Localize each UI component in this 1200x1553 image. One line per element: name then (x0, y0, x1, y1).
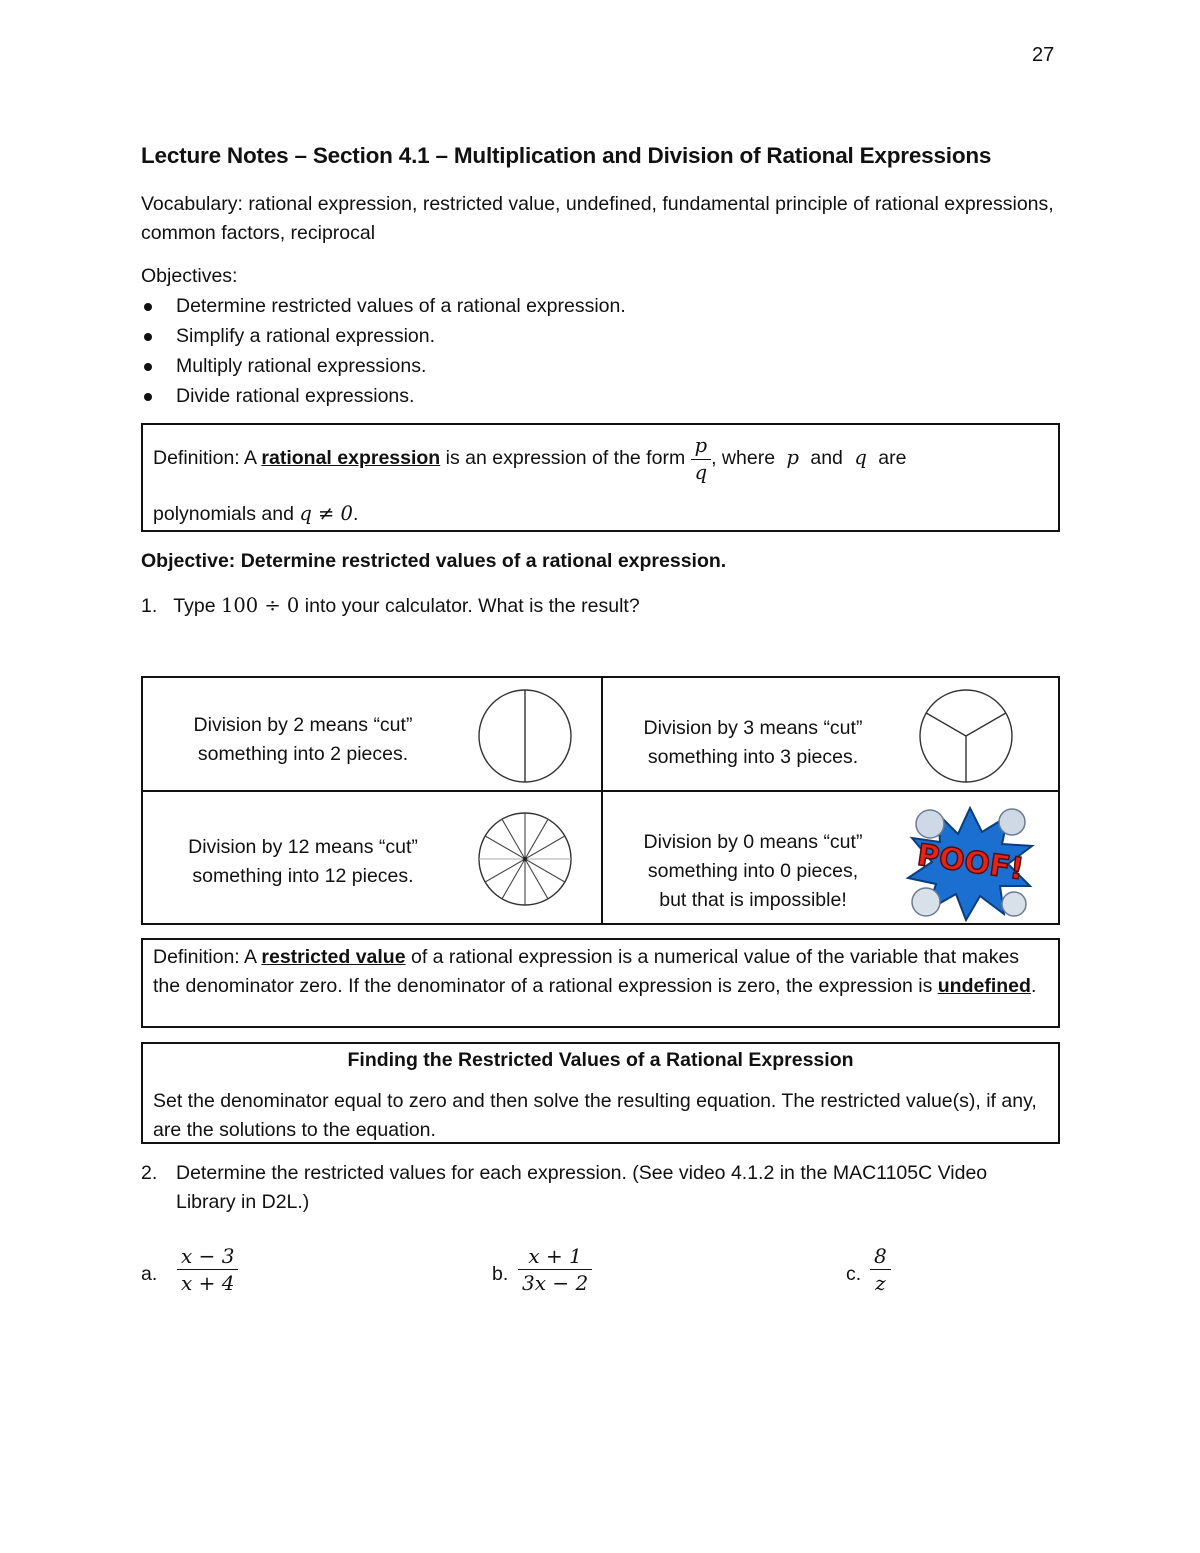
finding-heading: Finding the Restricted Values of a Rational Expression (347, 1049, 854, 1071)
division-cell-0: Division by 0 means “cut” something into 0 pieces, but that is impossible! (643, 831, 863, 911)
objectives-label: Objectives: (141, 265, 238, 287)
question-1: 1. Type 100 ÷ 0 into your calculator. What is the result? (141, 594, 640, 617)
grid-divider-horizontal (143, 790, 1058, 792)
page-title: Lecture Notes – Section 4.1 – Multiplication and Division of Rational Expressions (141, 143, 992, 168)
division-cell-12: Division by 12 means “cut” something into 12 pieces. (188, 836, 418, 887)
math-100-div-0: 100 ÷ 0 (220, 594, 300, 617)
finding-restricted-values-box (141, 1042, 1060, 1144)
poof-explosion-icon (904, 802, 1036, 922)
poof-text: POOF! (914, 837, 1026, 888)
objective-item: Simplify a rational expression. (141, 322, 626, 352)
objectives-list (141, 292, 626, 412)
page-number: 27 (1032, 44, 1055, 66)
circle-cut-2-icon (475, 686, 575, 786)
expression-b: b. $\frac{x + 1}{3x - 2}$ (492, 1246, 792, 1306)
definition-restricted-value-box: Definition: A restricted value of a rational expression is a numerical value of the variable that makes the denominator zero. If the denominator of a rational expression is zero, the expression is undefined. (141, 938, 1060, 1028)
objective-item: Multiply rational expressions. (141, 352, 626, 382)
definition-line-1: Definition: A rational expression is an expression of the form $\frac{p}{q}$ , where p and q are (153, 434, 907, 484)
vocabulary: Vocabulary: rational expression, restricted value, undefined, fundamental principle of rational expressions, common factors, reciprocal (141, 193, 1054, 244)
division-cell-2: Division by 2 means “cut” something into 2 pieces. (193, 714, 413, 765)
question-2: 2. Determine the restricted values for each expression. (See video 4.1.2 in the MAC1105C Video Library in D2L.) (141, 1162, 988, 1213)
objective-item: Divide rational expressions. (141, 382, 626, 412)
objective-item: Determine restricted values of a rational expression. (141, 292, 626, 322)
term-rational-expression: rational expression (261, 447, 441, 470)
finding-body: Set the denominator equal to zero and then solve the resulting equation. The restricted value(s), if any, are the solutions to the equation. (153, 1090, 1037, 1141)
division-table (141, 676, 1060, 925)
term-restricted-value: restricted value (261, 946, 406, 968)
division-cell-3: Division by 3 means “cut” something into 3 pieces. (643, 717, 863, 768)
definition-rational-expression-box (141, 423, 1060, 532)
circle-cut-3-icon (916, 686, 1016, 786)
definition-line-2: polynomials and q ≠ 0. (153, 502, 359, 525)
expression-c: c. $\frac{8}{z}$ (846, 1246, 946, 1306)
fraction-p-over-q: $\frac{p}{q}$ (691, 436, 711, 482)
objective-heading: Objective: Determine restricted values of a rational expression. (141, 550, 727, 572)
term-undefined: undefined (937, 975, 1031, 997)
expression-a: a. $\frac{x - 3}{x + 4}$ (141, 1246, 441, 1306)
condition-q-not-zero: q ≠ 0 (299, 502, 353, 525)
circle-cut-12-icon (475, 809, 575, 909)
